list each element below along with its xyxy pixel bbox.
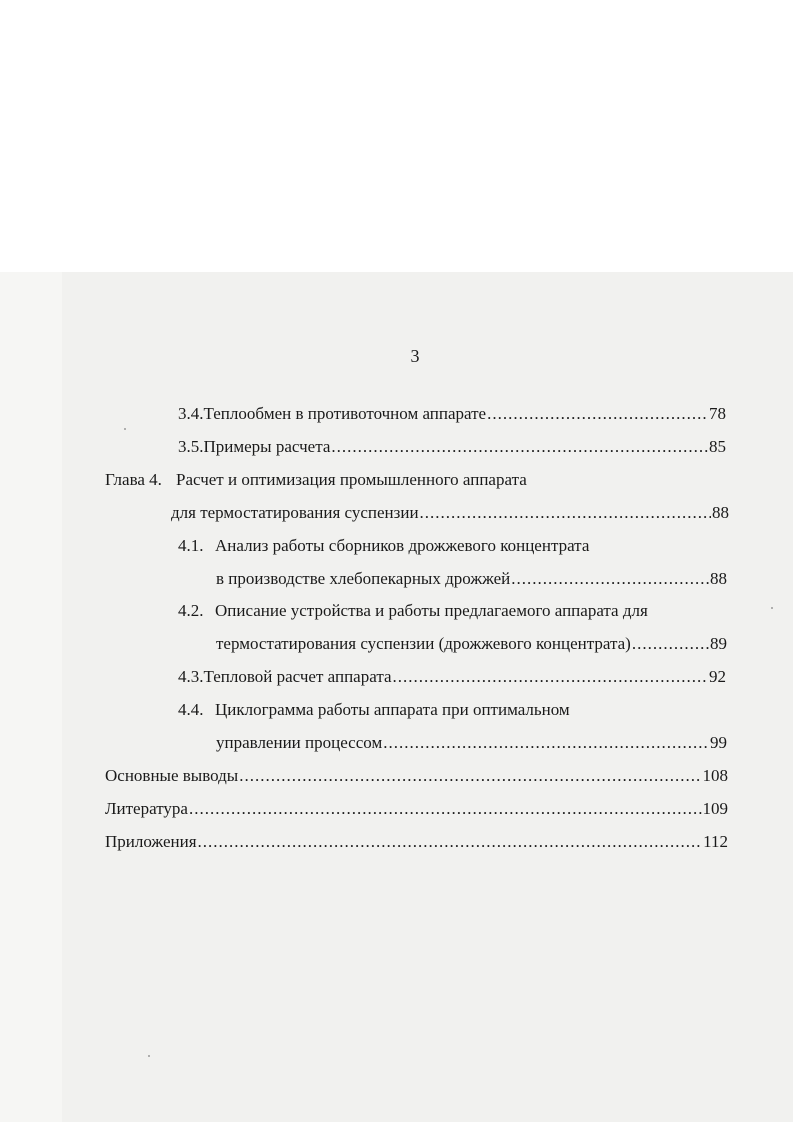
toc-entry-number: 3.4. xyxy=(178,404,204,423)
dot-leader xyxy=(198,830,703,854)
toc-entry-title: Расчет и оптимизация промышленного аппарата xyxy=(176,470,527,489)
toc-entry-literature[interactable] xyxy=(105,797,728,821)
toc-entry-number: 4.4. xyxy=(178,700,204,719)
toc-entry-title: Циклограмма работы аппарата при оптимальном xyxy=(215,700,570,719)
toc-entry-3-4[interactable] xyxy=(178,402,726,426)
dot-leader xyxy=(239,764,701,788)
toc-entry-number: Глава 4. xyxy=(105,470,162,489)
toc-entry-title: Тепловой расчет аппарата xyxy=(203,667,392,686)
toc-entry-3-5[interactable] xyxy=(178,435,726,459)
toc-entry-title-continuation: термостатирования суспензии (дрожжевого концентрата) xyxy=(216,634,631,653)
scan-speck xyxy=(124,428,126,430)
toc-entry-number: 4.1. xyxy=(178,536,204,555)
scan-speck xyxy=(148,1055,150,1057)
toc-entry-page: 85 xyxy=(709,437,726,456)
toc-entry-number: 4.2. xyxy=(178,601,204,620)
toc-entry-page: 89 xyxy=(710,634,727,653)
scan-background xyxy=(62,272,793,1122)
toc-entry-4-2[interactable] xyxy=(178,599,758,623)
dot-leader xyxy=(189,797,702,821)
toc-entry-page: 88 xyxy=(710,569,727,588)
dot-leader xyxy=(511,567,709,591)
dot-leader xyxy=(383,731,709,755)
toc-entry-page: 112 xyxy=(703,832,728,851)
toc-entry-4-1-continuation[interactable] xyxy=(216,567,727,591)
toc-entry-title-continuation: в производстве хлебопекарных дрожжей xyxy=(216,569,511,588)
toc-chapter-4-continuation[interactable] xyxy=(171,501,729,525)
toc-chapter-4-heading[interactable] xyxy=(105,468,725,492)
page-number: 3 xyxy=(410,346,420,366)
toc-entry-title: Теплообмен в противоточном аппарате xyxy=(203,404,487,423)
toc-entry-number: 3.5. xyxy=(178,437,204,456)
toc-entry-appendices[interactable] xyxy=(105,830,728,854)
toc-entry-page: 99 xyxy=(710,733,727,752)
toc-entry-4-3[interactable] xyxy=(178,665,726,689)
toc-entry-4-2-continuation[interactable] xyxy=(216,632,727,656)
toc-entry-title-continuation: управлении процессом xyxy=(216,733,383,752)
dot-leader xyxy=(632,632,709,656)
toc-entry-page: 109 xyxy=(702,799,728,818)
toc-entry-title: Приложения xyxy=(105,832,197,851)
toc-entry-title: Примеры расчета xyxy=(203,437,331,456)
dot-leader xyxy=(487,402,708,426)
toc-entry-conclusions[interactable] xyxy=(105,764,728,788)
toc-entry-title-continuation: для термостатирования суспензии xyxy=(171,503,419,522)
toc-entry-title: Анализ работы сборников дрожжевого концентрата xyxy=(215,536,590,555)
toc-entry-title: Основные выводы xyxy=(105,766,239,785)
toc-entry-4-1[interactable] xyxy=(178,534,738,558)
toc-entry-number: 4.3. xyxy=(178,667,204,686)
toc-entry-4-4-continuation[interactable] xyxy=(216,731,727,755)
toc-entry-page: 88 xyxy=(712,503,729,522)
page-top-margin xyxy=(0,0,793,272)
dot-leader xyxy=(331,435,708,459)
toc-entry-page: 92 xyxy=(709,667,726,686)
toc-entry-page: 108 xyxy=(702,766,728,785)
scan-speck xyxy=(771,607,773,609)
dot-leader xyxy=(420,501,711,525)
toc-entry-title: Описание устройства и работы предлагаемого аппарата для xyxy=(215,601,648,620)
toc-entry-title: Литература xyxy=(105,799,188,818)
dot-leader xyxy=(393,665,709,689)
toc-entry-4-4[interactable] xyxy=(178,698,738,722)
toc-entry-page: 78 xyxy=(709,404,726,423)
